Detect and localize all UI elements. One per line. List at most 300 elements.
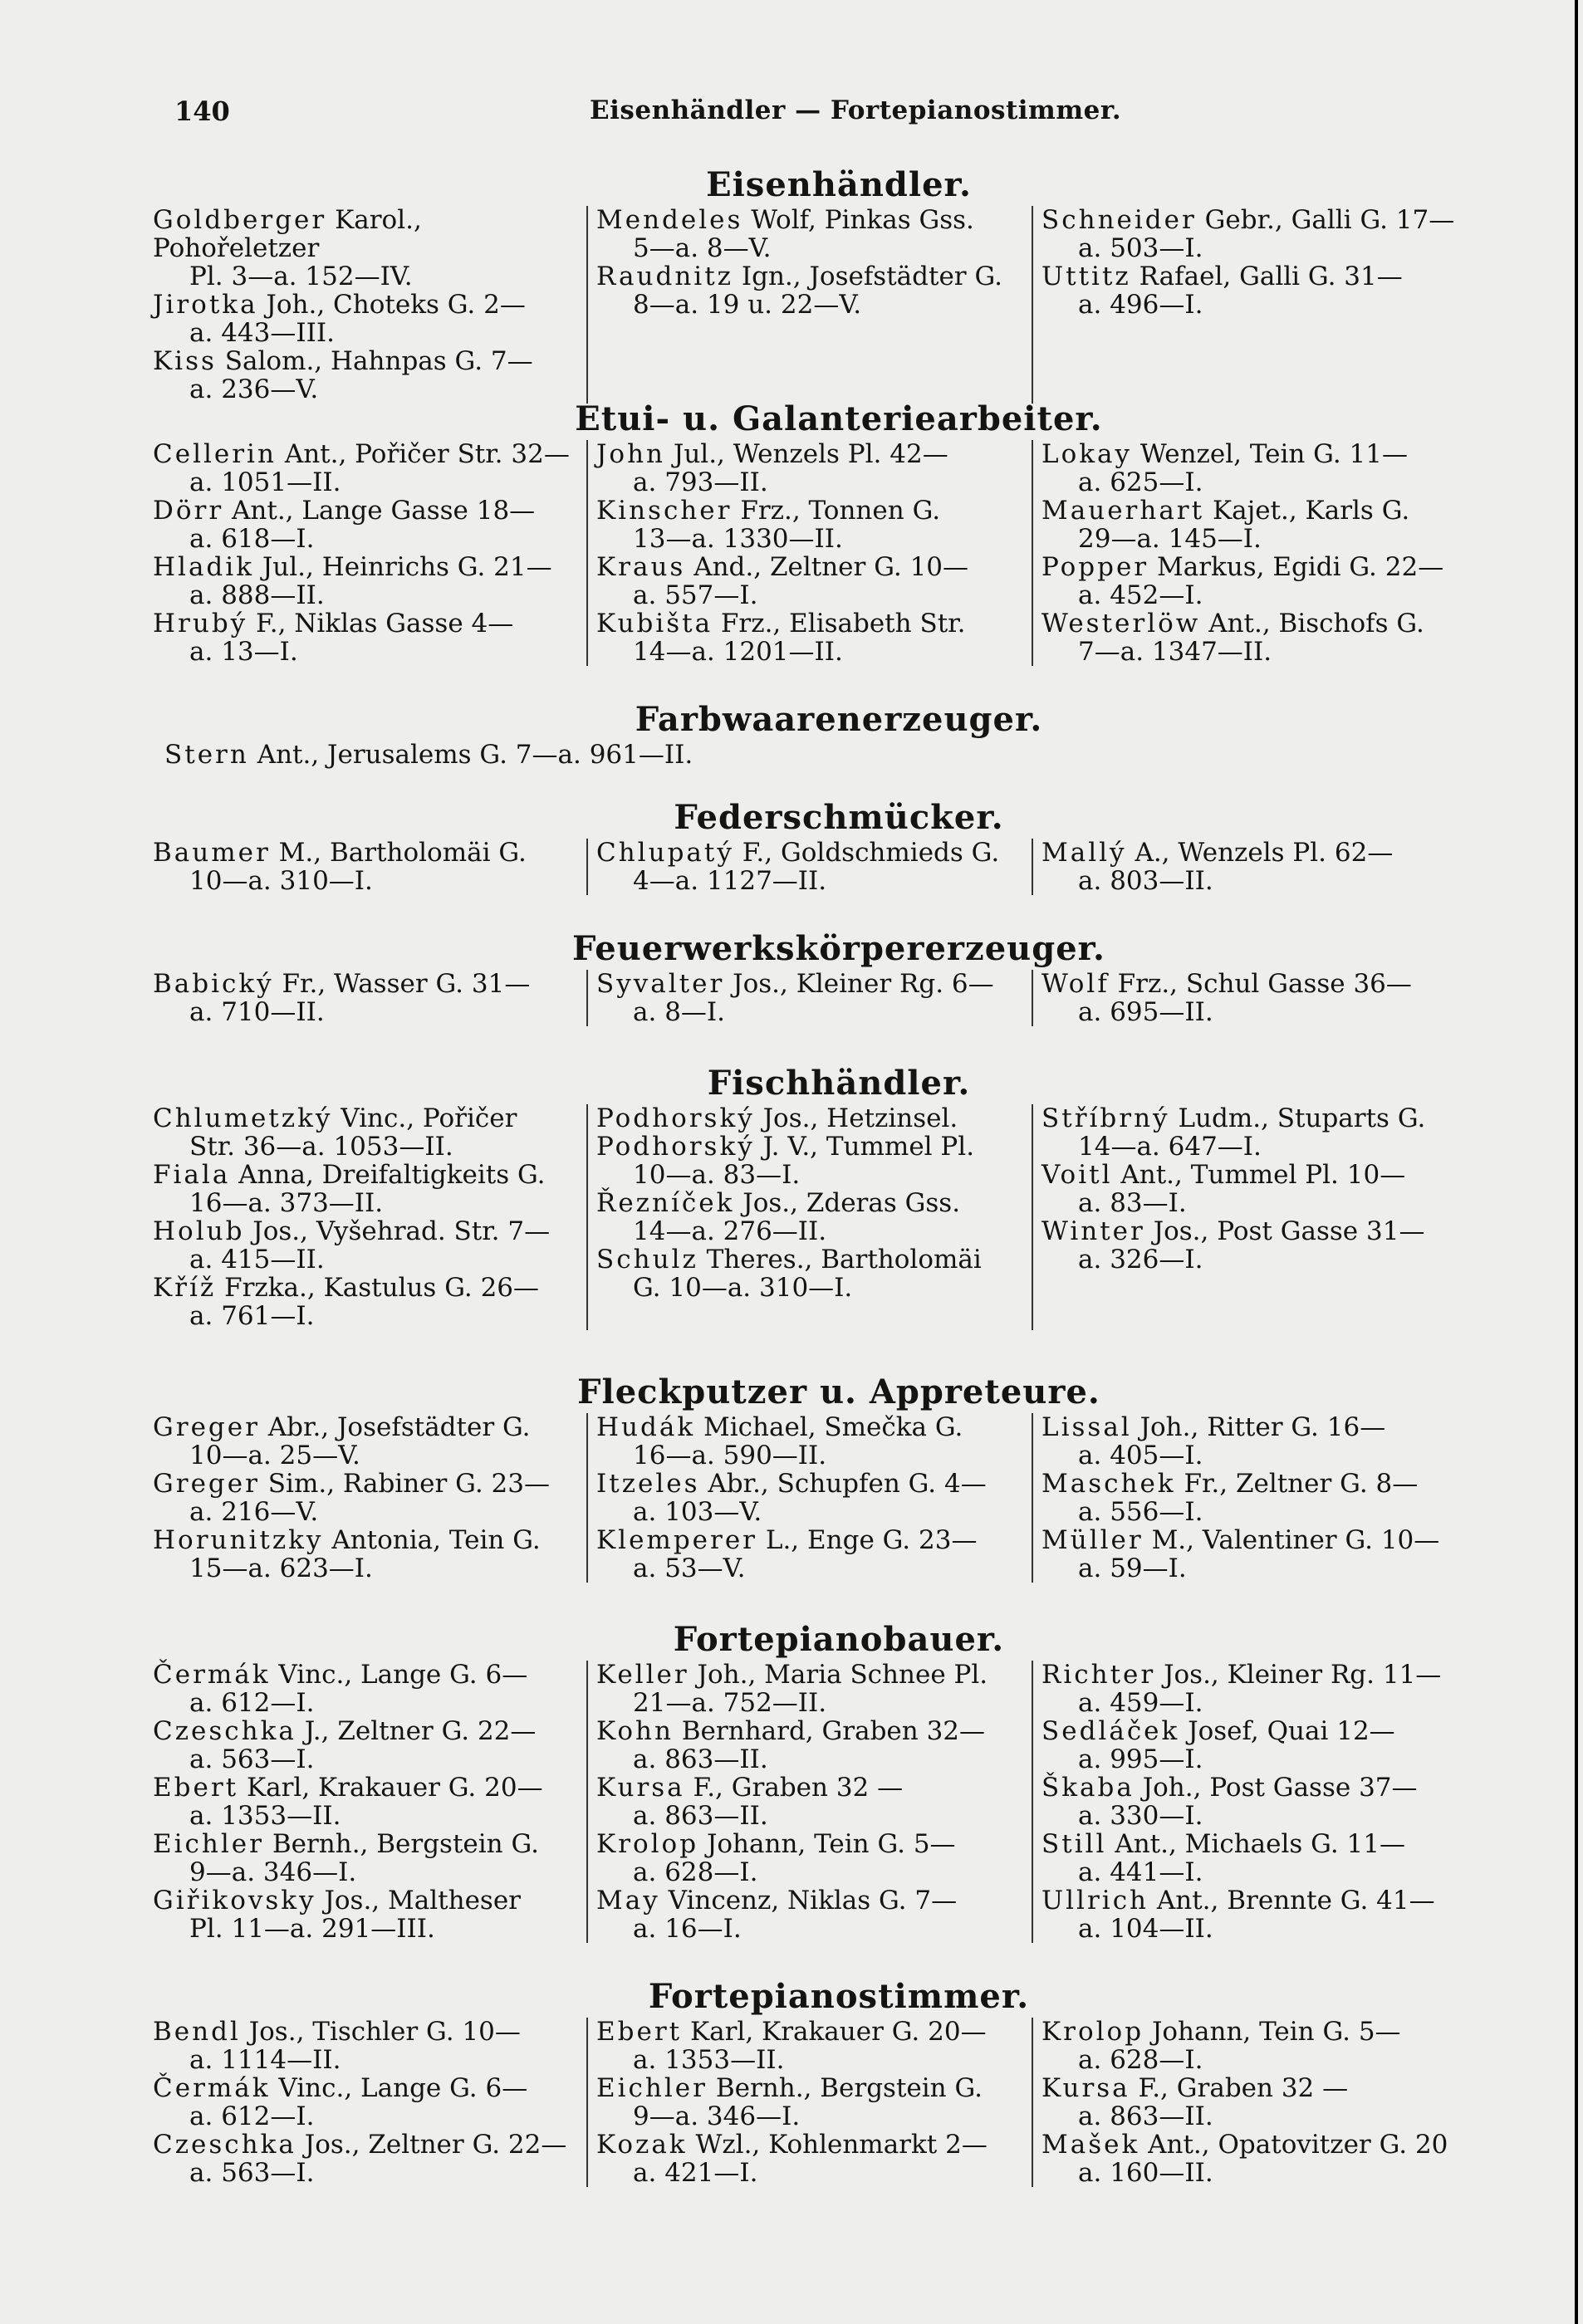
directory-entry (153, 1217, 581, 1274)
directory-entry (596, 262, 1027, 319)
directory-entry (153, 839, 581, 895)
entry-name: Baumer (153, 838, 271, 868)
entry-name: Bendl (153, 2017, 241, 2047)
entry-name: Westerlöw (1041, 609, 1201, 638)
column (586, 1661, 1032, 1943)
entry-address: Bernh., Bergstein G. (272, 1829, 539, 1859)
entry-address-cont: a. 216—V. (189, 1497, 319, 1527)
directory-entry (153, 1104, 581, 1161)
entry-name: Čermák (153, 2073, 271, 2103)
entry-address: Jos., Maltheser (324, 1886, 521, 1915)
entry-name: Voitl (1041, 1160, 1113, 1190)
entry-name: Itzeles (596, 1469, 700, 1499)
entry-address-cont: a. 695—II. (1078, 997, 1213, 1027)
entry-address-cont: a. 59—I. (1078, 1553, 1187, 1583)
entry-address: Fr., Zeltner G. 8— (1184, 1469, 1419, 1499)
directory-entry (1041, 1161, 1472, 1217)
entry-address-cont: Pl. 3—a. 152—IV. (189, 262, 413, 291)
section-fleckputzer-appreteure (141, 1372, 1503, 1583)
entry-address: Jos., Zeltner G. 22— (304, 2130, 567, 2160)
entry-name: Krolop (596, 1829, 699, 1859)
entry-name: Kraus (596, 552, 686, 582)
column (586, 970, 1032, 1026)
entry-address: Theres., Bartholomäi (706, 1245, 982, 1275)
column (141, 839, 586, 895)
directory-entry (1041, 609, 1472, 666)
entry-name: Mallý (1041, 838, 1127, 868)
entry-address-cont: 15—a. 623—I. (189, 1553, 373, 1583)
directory-entry (153, 1526, 581, 1583)
entry-address-cont: a. 612—I. (189, 1688, 315, 1718)
directory-entry (596, 839, 1027, 895)
section-columns (141, 970, 1503, 1026)
section-title: Etui- u. Galanteriearbeiter. (575, 399, 1103, 438)
directory-entry (1041, 2131, 1472, 2187)
entry-address: Vincenz, Niklas G. 7— (668, 1886, 958, 1915)
directory-entry (153, 497, 581, 553)
entry-name: Mašek (1041, 2130, 1140, 2160)
directory-entry (596, 1886, 1027, 1943)
directory-entry (1041, 262, 1472, 319)
column (586, 2018, 1032, 2187)
directory-entry (153, 1774, 581, 1830)
entry-address: F., Graben 32 — (693, 1773, 904, 1803)
entry-name: Cellerin (153, 439, 277, 469)
entry-address: Ludm., Stuparts G. (1178, 1103, 1426, 1133)
entry-address: Ant., Brennte G. 41— (1156, 1886, 1435, 1915)
entry-address-cont: a. 104—II. (1078, 1914, 1213, 1944)
entry-address: Sim., Rabiner G. 23— (267, 1469, 550, 1499)
section-eisenhaendler (141, 164, 1503, 404)
entry-address-cont: 13—a. 1330—II. (633, 524, 843, 554)
entry-name: Ebert (153, 1773, 239, 1803)
entry-address: Jos., Tischler G. 10— (248, 2017, 521, 2047)
column (1032, 440, 1477, 666)
entry-address-cont: a. 563—I. (189, 2158, 315, 2188)
entry-address-cont: 9—a. 346—I. (189, 1857, 357, 1887)
entry-address-cont: a. 13—I. (189, 637, 298, 667)
directory-entry (153, 553, 581, 609)
entry-address: Gebr., Galli G. 17— (1204, 205, 1455, 235)
directory-entry (596, 1133, 1027, 1189)
directory-entry (596, 1774, 1027, 1830)
section-title: Federschmücker. (674, 798, 1004, 837)
column (1032, 2018, 1477, 2187)
entry-address-cont: a. 1051—II. (189, 467, 341, 497)
entry-address: Markus, Egidi G. 22— (1156, 552, 1444, 582)
section-fortepianostimmer (141, 1976, 1503, 2187)
directory-entry (596, 2018, 1027, 2074)
entry-address: Frz., Tonnen G. (740, 496, 941, 526)
column (1032, 1661, 1477, 1943)
entry-name: Kinscher (596, 496, 733, 526)
entry-address: Joh., Maria Schnee Pl. (697, 1660, 988, 1690)
entry-address: Antonia, Tein G. (331, 1525, 541, 1555)
entry-address-cont: 4—a. 1127—II. (633, 866, 827, 896)
entry-name: Ebert (596, 2017, 683, 2047)
entry-address-cont: a. 612—I. (189, 2101, 315, 2131)
entry-name: Lokay (1041, 439, 1133, 469)
page-number: 140 (174, 95, 230, 127)
directory-entry (153, 440, 581, 497)
entry-address: Anna, Dreifaltigkeits G. (238, 1160, 546, 1190)
directory-entry (1041, 1413, 1472, 1470)
directory-entry (153, 2131, 581, 2187)
section-etui-galanteriearbeiter (141, 399, 1503, 666)
entry-name: Holub (153, 1216, 245, 1246)
entry-name: Eichler (153, 1829, 264, 1859)
entry-address-cont: a. 441—I. (1078, 1857, 1203, 1887)
entry-address: Ant., Opatovitzer G. 20 (1148, 2130, 1448, 2160)
entry-address-cont: a. 628—I. (1078, 2045, 1203, 2075)
entry-name: Kohn (596, 1716, 674, 1746)
entry-address: Jul., Heinrichs G. 21— (262, 552, 552, 582)
entry-address-cont: 8—a. 19 u. 22—V. (633, 290, 862, 320)
entry-name: Czeschka (153, 2130, 297, 2160)
entry-address-cont: a. 415—II. (189, 1245, 325, 1275)
entry-address: Wzl., Kohlenmarkt 2— (695, 2130, 988, 2160)
entry-address-cont: 10—a. 310—I. (189, 866, 373, 896)
column (141, 970, 586, 1026)
entry-address-cont: a. 236—V. (189, 374, 319, 404)
entry-name: Still (1041, 1829, 1107, 1859)
entry-address: Karl, Krakauer G. 20— (689, 2017, 987, 2047)
entry-address: Fr., Wasser G. 31— (282, 969, 531, 999)
directory-entry (153, 1661, 581, 1717)
entry-address: J., Zeltner G. 22— (304, 1716, 537, 1746)
directory-entry (1041, 206, 1472, 262)
entry-name: Müller (1041, 1525, 1144, 1555)
entry-name: Kříž (153, 1273, 217, 1303)
entry-address-cont: a. 326—I. (1078, 1245, 1203, 1275)
column (1032, 1104, 1477, 1330)
directory-entry (1041, 497, 1472, 553)
entry-name: Greger (153, 1469, 260, 1499)
directory-entry (1041, 2018, 1472, 2074)
section-fortepianobauer (141, 1619, 1503, 1943)
section-feuerwerkskoerpererzeuger (141, 928, 1503, 1026)
directory-entry (596, 2074, 1027, 2131)
directory-entry (153, 2074, 581, 2131)
entry-name: Kursa (596, 1773, 685, 1803)
entry-name: Ullrich (1041, 1886, 1149, 1915)
entry-name: Kursa (1041, 2073, 1130, 2103)
entry-name: Lissal (1041, 1412, 1132, 1442)
entry-name: Krolop (1041, 2017, 1144, 2047)
directory-entry (1041, 553, 1472, 609)
entry-name: Čermák (153, 1660, 271, 1690)
entry-address: Vinc., Pořičer (341, 1103, 517, 1133)
directory-entry (153, 1274, 581, 1330)
entry-address-cont: a. 103—V. (633, 1497, 762, 1527)
entry-name: Podhorský (596, 1103, 755, 1133)
directory-entry (1041, 970, 1472, 1026)
entry-name: Greger (153, 1412, 260, 1442)
entry-name: Babický (153, 969, 274, 999)
entry-address: Vinc., Lange G. 6— (278, 2073, 528, 2103)
entry-address: Vinc., Lange G. 6— (278, 1660, 528, 1690)
column (1032, 206, 1477, 404)
directory-entry (596, 497, 1027, 553)
entry-name: Maschek (1041, 1469, 1176, 1499)
entry-name: Hladik (153, 552, 254, 582)
entry-name: Podhorský (596, 1132, 755, 1162)
entry-address: Bernhard, Graben 32— (681, 1716, 986, 1746)
entry-address: Karol., Pohořeletzer (153, 205, 422, 263)
entry-address: Abr., Schupfen G. 4— (708, 1469, 987, 1499)
entry-address-cont: 7—a. 1347—II. (1078, 637, 1272, 667)
entry-address-cont: a. 863—II. (633, 1744, 768, 1774)
directory-entry (153, 2018, 581, 2074)
entry-address: Rafael, Galli G. 31— (1139, 262, 1403, 291)
section-title: Fischhändler. (707, 1064, 971, 1103)
entry-name: Horunitzky (153, 1525, 324, 1555)
directory-entry (596, 2131, 1027, 2187)
directory-entry (153, 1413, 581, 1470)
entry-name: Kiss (153, 346, 217, 376)
entry-address-cont: Pl. 11—a. 291—III. (189, 1914, 435, 1944)
entry-address-cont: 21—a. 752—II. (633, 1688, 827, 1718)
entry-address-cont: 16—a. 590—II. (633, 1441, 827, 1470)
entry-address: Ant., Pořičer Str. 32— (284, 439, 570, 469)
entry-name: Stříbrný (1041, 1103, 1170, 1133)
section-title: Farbwaarenerzeuger. (635, 700, 1043, 739)
entry-name: Stern (164, 740, 249, 770)
section-title: Feuerwerkskörpererzeuger. (572, 929, 1105, 968)
column (1032, 970, 1477, 1026)
section-columns (141, 1661, 1503, 1943)
entry-address: Johann, Tein G. 5— (1151, 2017, 1401, 2047)
directory-entry (153, 1161, 581, 1217)
entry-address: Jos., Kleiner Rg. 11— (1164, 1660, 1442, 1690)
entry-address: F., Goldschmieds G. (742, 838, 1000, 868)
directory-entry (1041, 1217, 1472, 1274)
section-title: Fleckputzer u. Appreteure. (577, 1372, 1100, 1412)
entry-address-cont: a. 459—I. (1078, 1688, 1203, 1718)
entry-address-cont: a. 496—I. (1078, 290, 1203, 320)
entry-address: Ant., Bischofs G. (1208, 609, 1424, 638)
entry-address-cont: a. 995—I. (1078, 1744, 1203, 1774)
entry-address: L., Enge G. 23— (765, 1525, 978, 1555)
entry-address: Joh., Post Gasse 37— (1142, 1773, 1418, 1803)
entry-address: Michael, Smečka G. (703, 1412, 963, 1442)
entry-address-cont: a. 443—III. (189, 318, 335, 348)
entry-address: M., Valentiner G. 10— (1151, 1525, 1440, 1555)
directory-entry (596, 1470, 1027, 1526)
entry-address: Ign., Josefstädter G. (741, 262, 1002, 291)
entry-name: Fiala (153, 1160, 231, 1190)
section-title: Fortepianostimmer. (648, 1977, 1030, 2016)
entry-address: Wolf, Pinkas Gss. (751, 205, 974, 235)
entry-address-cont: a. 618—I. (189, 524, 315, 554)
entry-address: Jos., Post Gasse 31— (1153, 1216, 1425, 1246)
entry-name: May (596, 1886, 660, 1915)
entry-address: Josef, Quai 12— (1188, 1716, 1395, 1746)
column (586, 1413, 1032, 1583)
entry-address-cont: G. 10—a. 310—I. (633, 1273, 853, 1303)
entry-name: Mendeles (596, 205, 743, 235)
entry-name: Řezníček (596, 1188, 735, 1218)
directory-entry (153, 609, 581, 666)
column (586, 440, 1032, 666)
directory-entry (596, 1245, 1027, 1302)
directory-entry (1041, 1470, 1472, 1526)
entry-name: Popper (1041, 552, 1149, 582)
directory-entry (1041, 1104, 1472, 1161)
directory-entry (596, 970, 1027, 1026)
entry-address-cont: 5—a. 8—V. (633, 233, 772, 263)
entry-address-cont: a. 503—I. (1078, 233, 1203, 263)
entry-address-cont: a. 1353—II. (633, 2045, 785, 2075)
entry-address: Jos., Zderas Gss. (742, 1188, 961, 1218)
entry-address-cont: a. 1353—II. (189, 1801, 341, 1831)
directory-entry (153, 291, 581, 347)
entry-address: Abr., Josefstädter G. (267, 1412, 531, 1442)
entry-address: Joh., Choteks G. 2— (266, 290, 526, 320)
entry-address-cont: a. 563—I. (189, 1744, 315, 1774)
entry-address-cont: a. 330—I. (1078, 1801, 1203, 1831)
entry-name: Raudnitz (596, 262, 734, 291)
section-columns (141, 206, 1503, 404)
entry-name: Eichler (596, 2073, 708, 2103)
entry-name: John (596, 439, 666, 469)
entry-name: Škaba (1041, 1773, 1135, 1803)
entry-address-cont: 10—a. 25—V. (189, 1441, 360, 1470)
column (141, 1104, 586, 1330)
directory-entry (153, 970, 581, 1026)
entry-address-cont: Str. 36—a. 1053—II. (189, 1132, 453, 1162)
entry-address-cont: 29—a. 145—I. (1078, 524, 1262, 554)
entry-name: Sedláček (1041, 1716, 1180, 1746)
column (586, 839, 1032, 895)
entry-address-cont: 14—a. 1201—II. (633, 637, 843, 667)
section-title: Fortepianobauer. (673, 1620, 1005, 1659)
entry-name: Schneider (1041, 205, 1197, 235)
entry-address-cont: a. 557—I. (633, 580, 758, 610)
running-title: Eisenhändler — Fortepianostimmer. (590, 95, 1122, 125)
entry-name: Winter (1041, 1216, 1145, 1246)
section-farbwaarenerzeuger (141, 699, 1503, 769)
entry-name: Chlupatý (596, 838, 734, 868)
directory-entry (1041, 2074, 1472, 2131)
directory-entry (596, 1830, 1027, 1886)
entry-name: Hudák (596, 1412, 696, 1442)
entry-address: Jul., Wenzels Pl. 42— (673, 439, 948, 469)
section-columns (141, 1413, 1503, 1583)
section-columns (141, 2018, 1503, 2187)
directory-entry (1041, 1526, 1472, 1583)
entry-address-cont: a. 8—I. (633, 997, 726, 1027)
entry-address: J. V., Tummel Pl. (762, 1132, 975, 1162)
entry-address: Salom., Hahnpas G. 7— (224, 346, 533, 376)
entry-address-cont: a. 888—II. (189, 580, 325, 610)
entry-address: Karl, Krakauer G. 20— (246, 1773, 543, 1803)
directory-entry (1041, 440, 1472, 497)
column (141, 2018, 586, 2187)
entry-address-cont: a. 421—I. (633, 2158, 758, 2188)
entry-address-cont: 9—a. 346—I. (633, 2101, 801, 2131)
entry-name: Richter (1041, 1660, 1156, 1690)
entry-name: Jirotka (153, 290, 258, 320)
entry-address-cont: a. 628—I. (633, 1857, 758, 1887)
entry-address: Ant., Michaels G. 11— (1115, 1829, 1405, 1859)
entry-address: Jos., Kleiner Rg. 6— (733, 969, 994, 999)
entry-name: Giřikovsky (153, 1886, 316, 1915)
column (141, 1413, 586, 1583)
entry-address: M., Bartholomäi G. (278, 838, 527, 868)
directory-entry (153, 1886, 581, 1943)
column (586, 1104, 1032, 1330)
directory-entry (153, 1470, 581, 1526)
entry-address: Frz., Elisabeth Str. (720, 609, 966, 638)
directory-entry (1041, 1830, 1472, 1886)
directory-entry (596, 440, 1027, 497)
directory-entry (596, 1661, 1027, 1717)
column (1032, 1413, 1477, 1583)
entry-address-cont: a. 83—I. (1078, 1188, 1187, 1218)
entry-address-cont: a. 160—II. (1078, 2158, 1213, 2188)
entry-name: Chlumetzký (153, 1103, 333, 1133)
entry-name: Klemperer (596, 1525, 757, 1555)
entry-address: Ant., Jerusalems G. 7—a. 961—II. (257, 740, 693, 770)
entry-name: Mauerhart (1041, 496, 1205, 526)
directory-entry (1041, 1774, 1472, 1830)
entry-address: Jos., Vyšehrad. Str. 7— (252, 1216, 551, 1246)
section-columns (141, 839, 1503, 895)
directory-entry (596, 1526, 1027, 1583)
entry-address-cont: a. 452—I. (1078, 580, 1203, 610)
entry-address-cont: 14—a. 647—I. (1078, 1132, 1262, 1162)
section-columns (141, 440, 1503, 666)
section-columns (141, 1104, 1503, 1330)
column (586, 206, 1032, 404)
column (141, 1661, 586, 1943)
column (141, 440, 586, 666)
directory-entry (596, 609, 1027, 666)
entry-name: Czeschka (153, 1716, 297, 1746)
directory-entry (153, 1830, 581, 1886)
entry-address: F., Niklas Gasse 4— (256, 609, 514, 638)
entry-name: Syvalter (596, 969, 725, 999)
entry-address: Joh., Ritter G. 16— (1139, 1412, 1386, 1442)
entry-name: Wolf (1041, 969, 1110, 999)
entry-address-cont: a. 863—II. (633, 1801, 768, 1831)
entry-address: And., Zeltner G. 10— (693, 552, 969, 582)
entry-address: Jos., Hetzinsel. (762, 1103, 958, 1133)
entry-address: Frzka., Kastulus G. 26— (224, 1273, 540, 1303)
entry-address: Johann, Tein G. 5— (706, 1829, 956, 1859)
entry-name: Dörr (153, 496, 224, 526)
entry-address: Kajet., Karls G. (1212, 496, 1410, 526)
directory-entry (1041, 1661, 1472, 1717)
directory-entry (596, 1189, 1027, 1245)
entry-address-cont: a. 16—I. (633, 1914, 742, 1944)
entry-address-cont: a. 761—I. (189, 1301, 315, 1331)
directory-entry (596, 553, 1027, 609)
entry-address-cont: a. 556—I. (1078, 1497, 1203, 1527)
entry-address: A., Wenzels Pl. 62— (1135, 838, 1394, 868)
directory-entry (596, 1413, 1027, 1470)
entry-address-cont: a. 863—II. (1078, 2101, 1213, 2131)
entry-address: Ant., Lange Gasse 18— (232, 496, 536, 526)
entry-address-cont: 16—a. 373—II. (189, 1188, 384, 1218)
entry-address-cont: a. 625—I. (1078, 467, 1203, 497)
directory-entry (1041, 1886, 1472, 1943)
directory-entry (1041, 839, 1472, 895)
entry-address: F., Graben 32 — (1138, 2073, 1349, 2103)
entry-address: Bernh., Bergstein G. (715, 2073, 983, 2103)
entry-address-cont: a. 710—II. (189, 997, 325, 1027)
